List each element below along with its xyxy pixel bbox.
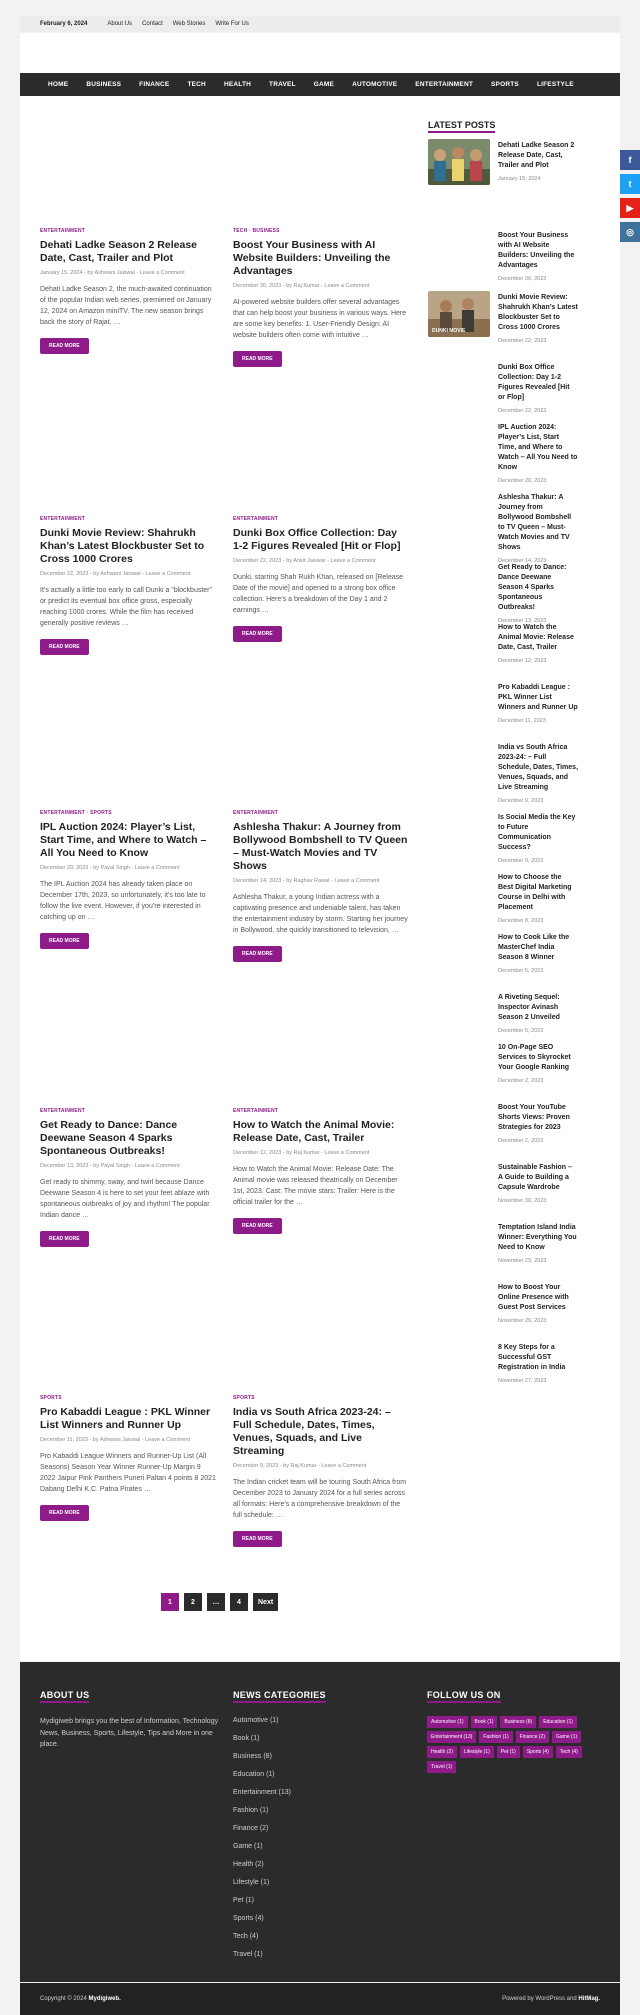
post-title[interactable]: IPL Auction 2024: Player’s List, Start Time, and Where to Watch – All You Need to Know [40,821,207,859]
sidebar-post-title[interactable]: How to Choose the Best Digital Marketing Course in Delhi with Placement [498,874,572,911]
sidebar-post-date: December 9, 2023 [498,858,544,864]
post-excerpt: Pro Kabaddi League Winners and Runner-Up List (All Seasons) Season Year Winner Runner-Up Margin 9 2022 Jaipur Pink Panthers Puneri Paltan 4 points 8 2021 Dabang Delhi K.C. Patna Pirates … [40,1453,216,1493]
sidebar-post-date: December 22, 2023 [498,338,547,344]
tag-link[interactable]: Lifestyle (1) [460,1746,494,1758]
post-card [233,810,409,962]
sidebar-post-title[interactable]: Dehati Ladke Season 2 Release Date, Cast, Trailer and Plot [498,142,575,169]
footer-category-link[interactable]: Sports (4) [233,1915,264,1922]
twitter-share-button[interactable] [620,174,640,194]
footer-about [40,1685,220,1751]
post-meta: January 15, 2024 - by Ashwani Jaiswal - Leave a Comment [40,270,185,276]
tag-cloud [427,1716,597,1773]
post-excerpt: AI-powered website builders offer several advantages that can help boost your business in various ways. Here are some key benefits: 1. User-Friendly Design: AI website builders often come with intuitive … [233,299,407,339]
post-title[interactable]: Boost Your Business with AI Website Builders: Unveiling the Advantages [233,239,391,277]
footer-category-link[interactable]: Travel (1) [233,1951,263,1958]
footer-categories-heading: NEWS CATEGORIES [233,1690,326,1703]
tag-link[interactable]: Health (2) [427,1746,457,1758]
sidebar-post-item [498,873,578,924]
footer-follow [427,1685,597,1773]
post-meta: December 13, 2023 - by Payal Singh - Leave a Comment [40,1163,180,1169]
post-comment-link[interactable]: Leave a Comment [139,270,185,276]
tag-link[interactable]: Tech (4) [556,1746,582,1758]
sidebar-post-item [498,493,578,564]
post-author[interactable]: Ashwani Jaiswal [99,1437,141,1443]
footer-category-link[interactable]: Lifestyle (1) [233,1879,270,1886]
footer-category-link[interactable]: Finance (2) [233,1825,269,1832]
sidebar-post-title[interactable]: A Riveting Sequel: Inspector Avinash Season 2 Unveiled [498,994,560,1021]
post-title[interactable]: Dunki Box Office Collection: Day 1-2 Figures Revealed [Hit or Flop] [233,527,401,552]
post-author[interactable]: Raghav Rawat [293,878,330,884]
footer-category-link[interactable]: Education (1) [233,1771,275,1778]
nav-game[interactable]: GAME [313,81,335,88]
tag-link[interactable]: Education (1) [539,1716,577,1728]
nav-travel[interactable]: TRAVEL [269,81,296,88]
sidebar-post-item [498,363,578,414]
post-date: December 20, 2023 [40,865,89,871]
main-wrapper [20,33,620,1661]
post-date: December 30, 2023 [233,283,282,289]
sidebar-post-date: December 13, 2023 [498,618,547,624]
tag-link[interactable]: Book (1) [471,1716,498,1728]
sidebar-post-date: December 9, 2023 [498,798,544,804]
post-title[interactable]: Pro Kabaddi League : PKL Winner List Winners and Runner Up [40,1406,211,1431]
post-date: January 15, 2024 [40,270,83,276]
post-excerpt: It’s actually a little too early to call Dunki a “blockbuster” or predict its eventual box office gross, especially reaching 1000 crores. While the film has received generally positive reviews … [40,587,212,627]
sidebar-post-title[interactable]: Ashlesha Thakur: A Journey from Bollywood Bombshell to TV Queen – Must-Watch Movies and TV Shows [498,494,572,551]
post-date: December 22, 2023 [233,558,282,564]
post-date: December 13, 2023 [40,1163,89,1169]
post-meta: December 22, 2023 - by Ashwani Jaiswal - Leave a Comment [40,571,191,577]
sidebar-post-title[interactable]: 10 On-Page SEO Services to Skyrocket Your Google Ranking [498,1044,571,1071]
post-comment-link[interactable]: Leave a Comment [145,1437,191,1443]
post-category[interactable]: ENTERTAINMENT [233,810,279,816]
site-name-link[interactable]: Mydigiweb. [88,1996,121,2002]
post-date: December 9, 2023 [233,1463,279,1469]
sidebar-post-title[interactable]: IPL Auction 2024: Player’s List, Start Time, and Where to Watch – All You Need to Know [498,424,578,471]
footer-category-link[interactable]: Pet (1) [233,1897,255,1904]
sidebar-thumbnail[interactable] [428,291,490,337]
post-excerpt: Ashlesha Thakur, a young Indian actress with a captivating presence and undeniable talent, has taken the entertainment industry by storm. Starting her journey in Bollywood, she quickly transitioned to television, … [233,894,408,934]
post-category[interactable]: ENTERTAINMENT [233,1108,279,1114]
post-meta: December 20, 2023 - by Payal Singh - Leave a Comment [40,865,180,871]
post-title[interactable]: Get Ready to Dance: Dance Deewane Season 4 Sparks Spontaneous Outbreaks! [40,1119,178,1157]
post-comment-link[interactable]: Leave a Comment [334,878,380,884]
post-comment-link[interactable]: Leave a Comment [134,1163,180,1169]
copyright-text [40,1996,121,2002]
sidebar-post-title[interactable]: India vs South Africa 2023-24: – Full Schedule, Dates, Times, Venues, Squads, and Live Streaming [498,744,579,791]
read-more-button[interactable]: READ MORE [40,933,89,949]
sidebar-post-item [498,993,578,1034]
sidebar-post-title[interactable]: Is Social Media the Key to Future Communication Success? [498,814,576,851]
group-photo-image [428,139,490,185]
post-category[interactable]: SPORTS [40,1395,62,1401]
post-date: December 12, 2023 [233,1150,282,1156]
sidebar-post-item [498,1343,578,1384]
footer-category-link[interactable]: Fashion (1) [233,1807,269,1814]
post-category[interactable]: ENTERTAINMENT [40,1108,86,1114]
sidebar-post-date: December 5, 2023 [498,968,544,974]
read-more-button[interactable]: READ MORE [40,1505,89,1521]
bottom-bar [20,1983,620,2015]
post-title[interactable]: Dunki Movie Review: Shahrukh Khan’s Latest Blockbuster Set to Cross 1000 Crores [40,527,205,565]
tag-link[interactable]: Business (8) [500,1716,536,1728]
sidebar-post-title[interactable]: Dunki Box Office Collection: Day 1-2 Figures Revealed [Hit or Flop] [498,364,570,401]
tag-link[interactable]: Travel (1) [427,1761,456,1773]
post-category[interactable]: ENTERTAINMENT · SPORTS [40,810,112,816]
tag-link[interactable]: Pet (1) [497,1746,520,1758]
post-author[interactable]: Ashwani Jaiswal [94,270,135,276]
footer-about-heading: ABOUT US [40,1690,89,1703]
tag-link[interactable]: Entertainment (13) [427,1731,476,1743]
post-excerpt: How to Watch the Animal Movie: Release Date: The Animal movie was released theatrically on December 1st, 2023. Cast: The movie stars: Trailer: Here is the official trailer for the … [233,1166,398,1206]
sidebar-post-date: November 29, 2023 [498,1318,547,1324]
nav-automotive[interactable]: AUTOMOTIVE [352,81,398,88]
top-bar [20,16,620,32]
sidebar-post-title[interactable]: How to Boost Your Online Presence with Guest Post Services [498,1284,569,1311]
read-more-button[interactable]: READ MORE [233,351,282,367]
post-comment-link[interactable]: Leave a Comment [145,571,191,577]
sidebar-post-date: December 11, 2023 [498,718,546,724]
sidebar-post-title[interactable]: 8 Key Steps for a Successful GST Registration in India [498,1344,566,1371]
nav-sports[interactable]: SPORTS [491,81,519,88]
post-category[interactable]: ENTERTAINMENT [40,228,86,234]
sidebar-post-title[interactable]: Boost Your Business with AI Website Builders: Unveiling the Advantages [498,232,575,269]
sidebar-post-item [498,1163,578,1204]
post-category[interactable]: ENTERTAINMENT [233,516,279,522]
sidebar-post-item [498,141,578,182]
read-more-button[interactable]: READ MORE [233,946,282,962]
read-more-button[interactable]: READ MORE [40,338,89,354]
sidebar-post-item [498,563,578,624]
post-comment-link[interactable]: Leave a Comment [324,283,370,289]
post-title[interactable]: Dehati Ladke Season 2 Release Date, Cast, Trailer and Plot [40,239,197,264]
sidebar-post-item [498,1283,578,1324]
sidebar-post-title[interactable]: Sustainable Fashion – A Guide to Building a Capsule Wardrobe [498,1164,572,1191]
twitter-icon: t [628,179,632,189]
sidebar-post-item [498,1223,578,1264]
sidebar-post-title[interactable]: Dunki Movie Review: Shahrukh Khan’s Latest Blockbuster Set to Cross 1000 Crores [498,294,578,331]
post-card [40,1108,216,1247]
instagram-icon: ◎ [626,226,634,237]
tag-link[interactable]: Finance (2) [516,1731,549,1743]
powered-by-text [502,1996,600,2002]
youtube-button[interactable] [620,198,640,218]
sidebar-post-item [498,1043,578,1084]
sidebar-post-item [498,813,578,864]
sidebar-post-item [498,1103,578,1144]
page-4-button[interactable]: 4 [230,1593,248,1611]
post-category[interactable]: ENTERTAINMENT [40,516,86,522]
post-author[interactable]: Payal Singh [100,1163,130,1169]
sidebar-post-date: December 2, 2023 [498,1138,544,1144]
nav-lifestyle[interactable]: LIFESTYLE [536,81,574,88]
sidebar-post-date: December 8, 2023 [498,918,544,924]
site-footer [20,1662,620,1982]
tag-link[interactable]: Sports (4) [523,1746,553,1758]
post-card [233,1108,409,1234]
sidebar-post-title[interactable]: How to Cook Like the MasterChef India Season 8 Winner [498,934,570,961]
main-navigation [20,73,620,96]
sidebar-post-item [498,293,578,344]
post-card [40,1395,216,1521]
sidebar-post-item [498,933,578,974]
post-meta: December 22, 2023 - by Ankit Jaiswar - Leave a Comment [233,558,376,564]
post-meta: December 14, 2023 - by Raghav Rawat - Leave a Comment [233,878,380,884]
sidebar-post-date: December 22, 2023 [498,408,547,414]
nav-home[interactable]: HOME [48,81,69,88]
post-excerpt: The Indian cricket team will be touring South Africa from December 2023 to January 2024 for a full series across all formats: Here’s a comprehensive breakdown of the full schedule: … [233,1479,407,1519]
post-meta: December 11, 2023 - by Ashwani Jaiswal - Leave a Comment [40,1437,191,1443]
sidebar-heading: LATEST POSTS [428,120,495,133]
nav-business[interactable]: BUSINESS [86,81,122,88]
post-comment-link[interactable]: Leave a Comment [321,1463,367,1469]
tag-link[interactable]: Automotive (1) [427,1716,468,1728]
top-link-web-stories[interactable]: Web Stories [172,21,206,27]
thumbnail-caption: DUNKI MOVIE [432,328,466,334]
post-date: December 14, 2023 [233,878,282,884]
sidebar-post-date: December 12, 2023 [498,658,547,664]
tag-link[interactable]: Fashion (1) [479,1731,512,1743]
sidebar-post-date: December 30, 2023 [498,276,547,282]
post-excerpt: The IPL Auction 2024 has already taken place on December 17th, 2023, so unfortunately, it’s too late to follow the live event. However, if you’re interested in catching up on … [40,881,206,921]
sidebar-post-date: November 29, 2023 [498,1258,547,1264]
post-excerpt: Dunki, starring Shah Rukh Khan, released on [Release Date of the movie] and opened to a strong box office collection. Here’s a breakdown of the Day 1 and 2 earnings … [233,574,404,614]
read-more-button[interactable]: READ MORE [40,1231,89,1247]
footer-category-link[interactable]: Business (8) [233,1753,272,1760]
sidebar-post-title[interactable]: Boost Your YouTube Shorts Views: Proven Strategies for 2023 [498,1104,570,1131]
sidebar-post-date: December 20, 2023 [498,478,547,484]
sidebar-post-item [498,623,578,664]
post-title[interactable]: India vs South Africa 2023-24: – Full Schedule, Dates, Times, Venues, Squads, and Live Streaming [233,1406,391,1457]
sidebar-post-date: December 2, 2023 [498,1078,544,1084]
theme-link[interactable]: HitMag. [578,1996,600,2002]
footer-category-link[interactable]: Entertainment (13) [233,1789,291,1796]
sidebar-post-title[interactable]: Temptation Island India Winner: Everything You Need to Know [498,1224,577,1251]
post-meta: December 12, 2023 - by Raj Kumar - Leave a Comment [233,1150,370,1156]
post-category[interactable]: SPORTS [233,1395,255,1401]
powered-prefix: Powered by WordPress and [502,1996,577,2002]
post-card [233,1395,409,1547]
post-title[interactable]: How to Watch the Animal Movie: Release Date, Cast, Trailer [233,1119,395,1144]
read-more-button[interactable]: READ MORE [40,639,89,655]
post-comment-link[interactable]: Leave a Comment [134,865,180,871]
page-2-button[interactable]: 2 [184,1593,202,1611]
footer-category-link[interactable]: Automotive (1) [233,1717,279,1724]
post-category[interactable]: TECH · BUSINESS [233,228,280,234]
sidebar-thumbnail[interactable] [428,139,490,185]
sidebar-post-item [498,743,578,804]
sidebar-post-date: January 15, 2024 [498,176,541,182]
footer-category-link[interactable]: Book (1) [233,1735,260,1742]
sidebar-post-title[interactable]: Pro Kabaddi League : PKL Winner List Winners and Runner Up [498,684,578,711]
nav-health[interactable]: HEALTH [223,81,252,88]
page-ellipsis: … [207,1593,225,1611]
sidebar-post-title[interactable]: How to Watch the Animal Movie: Release Date, Cast, Trailer [498,624,574,651]
post-card [40,228,216,354]
post-comment-link[interactable]: Leave a Comment [324,1150,370,1156]
post-author[interactable]: Ashwani Jaiswal [100,571,141,577]
sidebar-post-date: December 14, 2023 [498,558,547,564]
post-meta: December 30, 2023 - by Raj Kumar - Leave a Comment [233,283,370,289]
instagram-button[interactable] [620,222,640,242]
next-page-button[interactable]: Next [253,1593,278,1611]
post-date: December 11, 2023 [40,1437,88,1443]
top-link-contact[interactable]: Contact [142,21,163,27]
post-card [233,228,409,367]
copyright-prefix: Copyright © 2024 [40,1996,87,2002]
footer-about-text: Mydigiweb brings you the best of Information, Technology News, Business, Sports, Lifestyle, Tips and More in one place. [40,1718,219,1748]
post-title[interactable]: Ashlesha Thakur: A Journey from Bollywood Bombshell to TV Queen – Must-Watch Movies and TV Shows [233,821,408,872]
post-card [40,810,216,949]
sidebar-post-title[interactable]: Get Ready to Dance: Dance Deewane Season 4 Sparks Spontaneous Outbreaks! [498,564,567,611]
footer-categories [233,1685,326,1964]
facebook-icon: f [628,155,632,165]
post-author[interactable]: Payal Singh [100,865,130,871]
post-author[interactable]: Raj Kumar [290,1463,317,1469]
post-excerpt: Dehati Ladke Season 2, the much-awaited continuation of the popular Indian web series, premiered on January 12, 2024 on Amazon miniTV. The new season brings back the story of Rajat, … [40,286,212,326]
read-more-button[interactable]: READ MORE [233,626,282,642]
post-card [233,516,409,642]
post-card [40,516,216,655]
nav-entertainment[interactable]: ENTERTAINMENT [415,81,474,88]
post-author[interactable]: Raj Kumar [293,283,320,289]
sidebar-latest-posts [428,115,579,1384]
youtube-icon: ▶ [626,202,634,213]
footer-category-link[interactable]: Tech (4) [233,1933,259,1940]
sidebar-post-date: December 5, 2023 [498,1028,544,1034]
nav-tech[interactable]: TECH [187,81,206,88]
footer-follow-heading: FOLLOW US ON [427,1690,501,1703]
sidebar-post-item [498,683,578,724]
read-more-button[interactable]: READ MORE [233,1218,282,1234]
tag-link[interactable]: Game (1) [552,1731,581,1743]
post-comment-link[interactable]: Leave a Comment [330,558,376,564]
post-author[interactable]: Ankit Jaiswar [293,558,326,564]
read-more-button[interactable]: READ MORE [233,1531,282,1547]
page-1-button[interactable]: 1 [161,1593,179,1611]
top-link-about[interactable]: About Us [107,21,133,27]
footer-category-link[interactable]: Health (2) [233,1861,264,1868]
post-date: December 22, 2023 [40,571,89,577]
sidebar-post-date: November 30, 2023 [498,1198,547,1204]
post-author[interactable]: Raj Kumar [293,1150,320,1156]
pagination [161,1593,278,1611]
post-meta: December 9, 2023 - by Raj Kumar - Leave a Comment [233,1463,367,1469]
current-date: February 6, 2024 [40,21,88,27]
facebook-share-button[interactable] [620,150,640,170]
sidebar-post-item [498,231,578,282]
footer-category-link[interactable]: Game (1) [233,1843,263,1850]
sidebar-post-date: November 27, 2023 [498,1378,547,1384]
top-link-write-for-us[interactable]: Write For Us [215,21,249,27]
sidebar-post-item [498,423,578,484]
post-excerpt: Get ready to shimmy, sway, and twirl because Dance Deewane Season 4 is here to set your feet ablaze with spontaneous outbreaks of joy and rhythm! The popular Indian dance … [40,1179,210,1219]
nav-finance[interactable]: FINANCE [139,81,170,88]
